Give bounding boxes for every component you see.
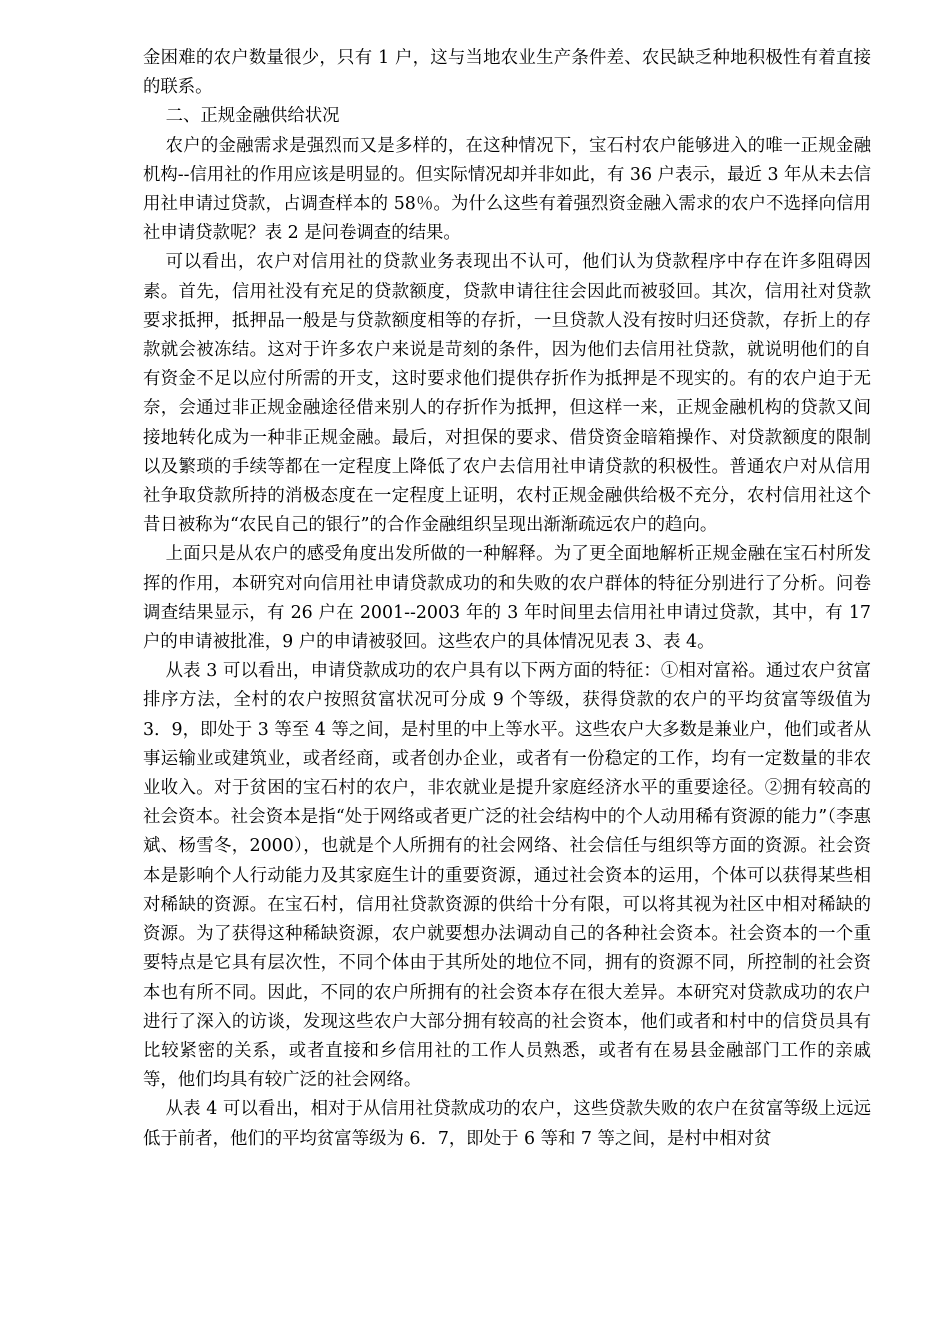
paragraph: 上面只是从农户的感受角度出发所做的一种解释。为了更全面地解析正规金融在宝石村所发挥的作用，本研究对向信用社申请贷款成功的和失败的农户群体的特征分别进行了分析。问卷调查结果显示，有 26 户在 2001--2003 年的 3 年时间里去信用社申请过贷款，其中，有 17 户的申请被批准，9 户的申请被驳回。这些农户的具体情况见表 3、表 4。	[143, 544, 871, 653]
section-heading: 二、正规金融供给状况	[165, 106, 340, 127]
paragraph: 从表 3 可以看出，申请贷款成功的农户具有以下两方面的特征：①相对富裕。通过农户贫富排序方法，全村的农户按照贫富状况可分成 9 个等级，获得贷款的农户的平均贫富等级值为 3．9，即处于 3 等至 4 等之间，是村里的中上等水平。这些农户大多数是兼业户，他们或者从事运输业或建筑业，或者经商，或者创办企业，或者有一份稳定的工作，均有一定数量的非农业收入。对于贫困的宝石村的农户，非农就业是提升家庭经济水平的重要途径。②拥有较高的社会资本。社会资本是指“处于网络或者更广泛的社会结构中的个人动用稀有资源的能力”（李惠斌、杨雪冬，2000），也就是个人所拥有的社会网络、社会信任与组织等方面的资源。社会资本是影响个人行动能力及其家庭生计的重要资源，通过社会资本的运用，个体可以获得某些相对稀缺的资源。在宝石村，信用社贷款资源的供给十分有限，可以将其视为社区中相对稀缺的资源。为了获得这种稀缺资源，农户就要想办法调动自己的各种社会资本。社会资本的一个重要特点是它具有层次性，不同个体由于其所处的地位不同，拥有的资源不同，所控制的社会资本也有所不同。因此，不同的农户所拥有的社会资本存在很大差异。本研究对贷款成功的农户进行了深入的访谈，发现这些农户大部分拥有较高的社会资本，他们或者和村中的信贷员具有比较紧密的关系，或者直接和乡信用社的工作人员熟悉，或者有在易县金融部门工作的亲戚等，他们均具有较广泛的社会网络。	[143, 661, 871, 1091]
paragraph: 农户的金融需求是强烈而又是多样的，在这种情况下，宝石村农户能够进入的唯一正规金融机构--信用社的作用应该是明显的。但实际情况却并非如此，有 36 户表示，最近 3 年从未去信用社申请过贷款，占调查样本的 58％。为什么这些有着强烈资金融入需求的农户不选择向信用社申请贷款呢？表 2 是问卷调查的结果。	[143, 135, 871, 244]
paragraph: 可以看出，农户对信用社的贷款业务表现出不认可，他们认为贷款程序中存在许多阻碍因素。首先，信用社没有充足的贷款额度，贷款申请往往会因此而被驳回。其次，信用社对贷款要求抵押，抵押品一般是与贷款额度相等的存折，一旦贷款人没有按时归还贷款，存折上的存款就会被冻结。这对于许多农户来说是苛刻的条件，因为他们去信用社贷款，就说明他们的自有资金不足以应付所需的开支，这时要求他们提供存折作为抵押是不现实的。有的农户迫于无奈，会通过非正规金融途径借来别人的存折作为抵押，但这样一来，正规金融机构的贷款又间接地转化成为一种非正规金融。最后，对担保的要求、借贷资金暗箱操作、对贷款额度的限制以及繁琐的手续等都在一定程度上降低了农户去信用社申请贷款的积极性。普通农户对从信用社争取贷款所持的消极态度在一定程度上证明，农村正规金融供给极不充分，农村信用社这个昔日被称为“农民自己的银行”的合作金融组织呈现出渐渐疏远农户的趋向。	[143, 252, 871, 536]
document-body	[143, 44, 871, 1154]
paragraph: 从表 4 可以看出，相对于从信用社贷款成功的农户，这些贷款失败的农户在贫富等级上远远低于前者，他们的平均贫富等级为 6．7，即处于 6 等和 7 等之间，是村中相对贫	[143, 1099, 871, 1149]
paragraph-continuation: 金困难的农户数量很少，只有 1 户，这与当地农业生产条件差、农民缺乏种地积极性有着直接的联系。	[143, 48, 871, 98]
